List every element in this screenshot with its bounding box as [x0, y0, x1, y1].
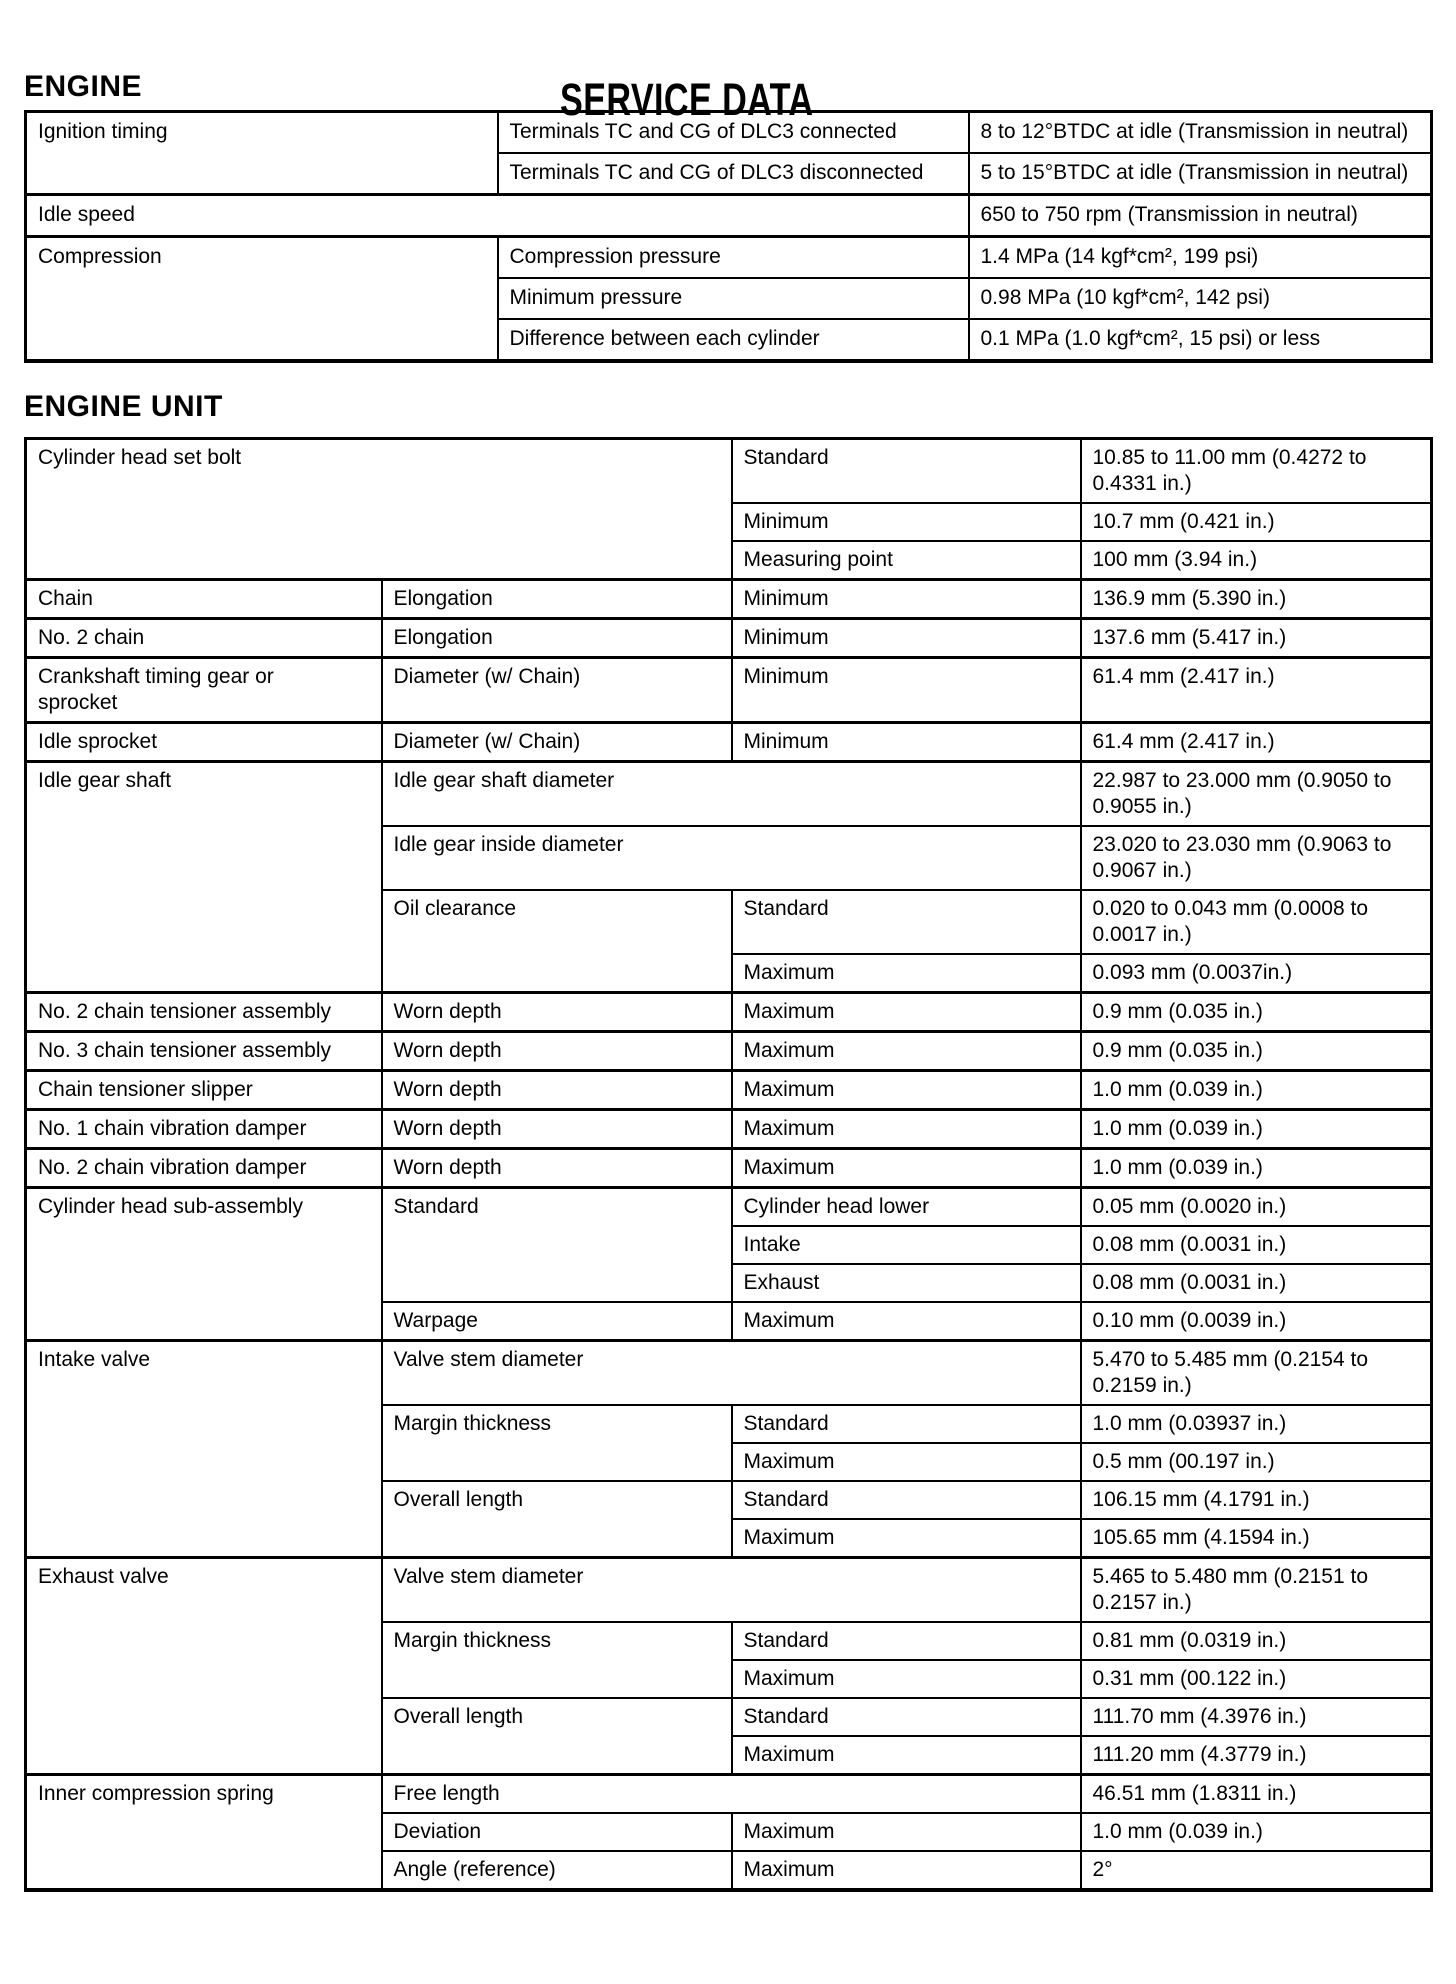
spec-cell: Maximum	[732, 1443, 1081, 1481]
spec-cell: Maximum	[732, 1813, 1081, 1851]
spec-cell: Cylinder head set bolt	[26, 439, 732, 580]
spec-cell: 0.05 mm (0.0020 in.)	[1081, 1188, 1432, 1227]
spec-row	[26, 1188, 1432, 1227]
spec-cell: No. 2 chain vibration damper	[26, 1149, 382, 1188]
spec-cell: Margin thickness	[382, 1405, 732, 1481]
spec-row	[26, 1071, 1432, 1110]
spec-cell: Standard	[732, 1622, 1081, 1660]
spec-cell: 46.51 mm (1.8311 in.)	[1081, 1775, 1432, 1814]
spec-cell: Valve stem diameter	[382, 1341, 1081, 1406]
spec-row	[26, 1032, 1432, 1071]
spec-cell: Valve stem diameter	[382, 1558, 1081, 1623]
spec-cell: Maximum	[732, 1302, 1081, 1341]
spec-row	[26, 619, 1432, 658]
spec-row	[26, 762, 1432, 827]
section-heading-engine-unit: ENGINE UNIT	[24, 390, 223, 423]
spec-cell: Minimum	[732, 580, 1081, 619]
section-heading-engine: ENGINE	[24, 70, 143, 103]
spec-cell: 111.20 mm (4.3779 in.)	[1081, 1736, 1432, 1775]
spec-cell: Intake	[732, 1226, 1081, 1264]
spec-cell: 136.9 mm (5.390 in.)	[1081, 580, 1432, 619]
engine-spec-table	[24, 110, 1433, 363]
spec-cell: Minimum pressure	[498, 278, 969, 319]
spec-cell: Minimum	[732, 723, 1081, 762]
spec-row	[26, 658, 1432, 723]
spec-cell: 0.08 mm (0.0031 in.)	[1081, 1226, 1432, 1264]
spec-cell: Worn depth	[382, 1071, 732, 1110]
spec-row	[26, 1149, 1432, 1188]
spec-row	[26, 195, 1432, 237]
spec-cell: Deviation	[382, 1813, 732, 1851]
spec-cell: 0.10 mm (0.0039 in.)	[1081, 1302, 1432, 1341]
spec-cell: No. 2 chain tensioner assembly	[26, 993, 382, 1032]
spec-cell: 0.1 MPa (1.0 kgf*cm², 15 psi) or less	[969, 319, 1432, 361]
spec-cell: Free length	[382, 1775, 1081, 1814]
spec-cell: Exhaust valve	[26, 1558, 382, 1775]
spec-cell: Margin thickness	[382, 1622, 732, 1698]
spec-cell: Intake valve	[26, 1341, 382, 1558]
spec-cell: Overall length	[382, 1698, 732, 1775]
spec-cell: 1.0 mm (0.039 in.)	[1081, 1071, 1432, 1110]
service-data-page	[0, 70, 1456, 1892]
spec-row	[26, 993, 1432, 1032]
spec-cell: Elongation	[382, 580, 732, 619]
spec-cell: Elongation	[382, 619, 732, 658]
spec-cell: 8 to 12°BTDC at idle (Transmission in neutral)	[969, 112, 1432, 154]
spec-cell: No. 2 chain	[26, 619, 382, 658]
spec-cell: 61.4 mm (2.417 in.)	[1081, 658, 1432, 723]
spec-cell: 1.0 mm (0.039 in.)	[1081, 1110, 1432, 1149]
engine-unit-spec-table	[24, 437, 1433, 1892]
spec-cell: 1.0 mm (0.03937 in.)	[1081, 1405, 1432, 1443]
spec-cell: No. 1 chain vibration damper	[26, 1110, 382, 1149]
spec-cell: 5.470 to 5.485 mm (0.2154 to 0.2159 in.)	[1081, 1341, 1432, 1406]
page-title: SERVICE DATA	[560, 74, 814, 125]
spec-cell: Maximum	[732, 1149, 1081, 1188]
spec-cell: Difference between each cylinder	[498, 319, 969, 361]
spec-cell: 0.98 MPa (10 kgf*cm², 142 psi)	[969, 278, 1432, 319]
spec-row	[26, 723, 1432, 762]
spec-cell: Idle gear shaft diameter	[382, 762, 1081, 827]
spec-cell: 1.4 MPa (14 kgf*cm², 199 psi)	[969, 237, 1432, 279]
spec-cell: Standard	[732, 439, 1081, 504]
spec-cell: Terminals TC and CG of DLC3 connected	[498, 112, 969, 154]
spec-cell: 0.9 mm (0.035 in.)	[1081, 993, 1432, 1032]
spec-cell: Standard	[732, 1405, 1081, 1443]
spec-cell: Maximum	[732, 993, 1081, 1032]
spec-cell: Crankshaft timing gear or sprocket	[26, 658, 382, 723]
spec-cell: Compression	[26, 237, 498, 362]
spec-cell: Oil clearance	[382, 890, 732, 993]
spec-cell: 1.0 mm (0.039 in.)	[1081, 1149, 1432, 1188]
spec-cell: Minimum	[732, 503, 1081, 541]
spec-cell: No. 3 chain tensioner assembly	[26, 1032, 382, 1071]
spec-cell: 0.020 to 0.043 mm (0.0008 to 0.0017 in.)	[1081, 890, 1432, 954]
spec-cell: Diameter (w/ Chain)	[382, 723, 732, 762]
spec-cell: Maximum	[732, 1032, 1081, 1071]
spec-cell: Worn depth	[382, 1032, 732, 1071]
spec-cell: Standard	[732, 1698, 1081, 1736]
spec-cell: Maximum	[732, 1110, 1081, 1149]
spec-cell: 106.15 mm (4.1791 in.)	[1081, 1481, 1432, 1519]
spec-row	[26, 439, 1432, 504]
spec-cell: Inner compression spring	[26, 1775, 382, 1891]
spec-cell: 5 to 15°BTDC at idle (Transmission in neutral)	[969, 153, 1432, 195]
spec-cell: Ignition timing	[26, 112, 498, 195]
spec-cell: Standard	[732, 890, 1081, 954]
spec-cell: Idle sprocket	[26, 723, 382, 762]
spec-cell: Minimum	[732, 619, 1081, 658]
spec-cell: Maximum	[732, 1519, 1081, 1558]
spec-cell: 2°	[1081, 1851, 1432, 1890]
spec-cell: Maximum	[732, 1851, 1081, 1890]
spec-cell: Warpage	[382, 1302, 732, 1341]
spec-cell: Maximum	[732, 1071, 1081, 1110]
spec-cell: Cylinder head lower	[732, 1188, 1081, 1227]
spec-cell: 22.987 to 23.000 mm (0.9050 to 0.9055 in.)	[1081, 762, 1432, 827]
spec-cell: 23.020 to 23.030 mm (0.9063 to 0.9067 in.)	[1081, 826, 1432, 890]
spec-row	[26, 1558, 1432, 1623]
spec-cell: Idle speed	[26, 195, 969, 237]
spec-cell: 111.70 mm (4.3976 in.)	[1081, 1698, 1432, 1736]
spec-cell: Minimum	[732, 658, 1081, 723]
spec-cell: 10.85 to 11.00 mm (0.4272 to 0.4331 in.)	[1081, 439, 1432, 504]
spec-cell: Measuring point	[732, 541, 1081, 580]
spec-row	[26, 580, 1432, 619]
spec-cell: 5.465 to 5.480 mm (0.2151 to 0.2157 in.)	[1081, 1558, 1432, 1623]
spec-cell: 61.4 mm (2.417 in.)	[1081, 723, 1432, 762]
spec-cell: Maximum	[732, 1736, 1081, 1775]
spec-cell: Standard	[382, 1188, 732, 1303]
spec-cell: Chain tensioner slipper	[26, 1071, 382, 1110]
spec-cell: 0.81 mm (0.0319 in.)	[1081, 1622, 1432, 1660]
spec-cell: Cylinder head sub-assembly	[26, 1188, 382, 1341]
spec-cell: 0.093 mm (0.0037in.)	[1081, 954, 1432, 993]
spec-cell: Compression pressure	[498, 237, 969, 279]
section-engine-unit	[24, 390, 1430, 1892]
spec-row	[26, 1775, 1432, 1814]
spec-row	[26, 1110, 1432, 1149]
spec-row	[26, 237, 1432, 279]
spec-cell: 0.9 mm (0.035 in.)	[1081, 1032, 1432, 1071]
spec-cell: Terminals TC and CG of DLC3 disconnected	[498, 153, 969, 195]
spec-cell: Idle gear shaft	[26, 762, 382, 993]
spec-cell: Maximum	[732, 1660, 1081, 1698]
spec-cell: Worn depth	[382, 993, 732, 1032]
spec-cell: Idle gear inside diameter	[382, 826, 1081, 890]
spec-cell: Exhaust	[732, 1264, 1081, 1302]
spec-cell: Diameter (w/ Chain)	[382, 658, 732, 723]
spec-cell: 10.7 mm (0.421 in.)	[1081, 503, 1432, 541]
spec-cell: Worn depth	[382, 1149, 732, 1188]
spec-cell: 0.5 mm (00.197 in.)	[1081, 1443, 1432, 1481]
spec-cell: 1.0 mm (0.039 in.)	[1081, 1813, 1432, 1851]
spec-cell: 0.08 mm (0.0031 in.)	[1081, 1264, 1432, 1302]
spec-cell: Worn depth	[382, 1110, 732, 1149]
spec-cell: 650 to 750 rpm (Transmission in neutral)	[969, 195, 1432, 237]
spec-cell: 137.6 mm (5.417 in.)	[1081, 619, 1432, 658]
spec-row	[26, 1341, 1432, 1406]
spec-cell: Overall length	[382, 1481, 732, 1558]
spec-cell: 0.31 mm (00.122 in.)	[1081, 1660, 1432, 1698]
spec-cell: 105.65 mm (4.1594 in.)	[1081, 1519, 1432, 1558]
spec-cell: Chain	[26, 580, 382, 619]
spec-cell: Maximum	[732, 954, 1081, 993]
spec-cell: 100 mm (3.94 in.)	[1081, 541, 1432, 580]
spec-cell: Standard	[732, 1481, 1081, 1519]
spec-cell: Angle (reference)	[382, 1851, 732, 1890]
